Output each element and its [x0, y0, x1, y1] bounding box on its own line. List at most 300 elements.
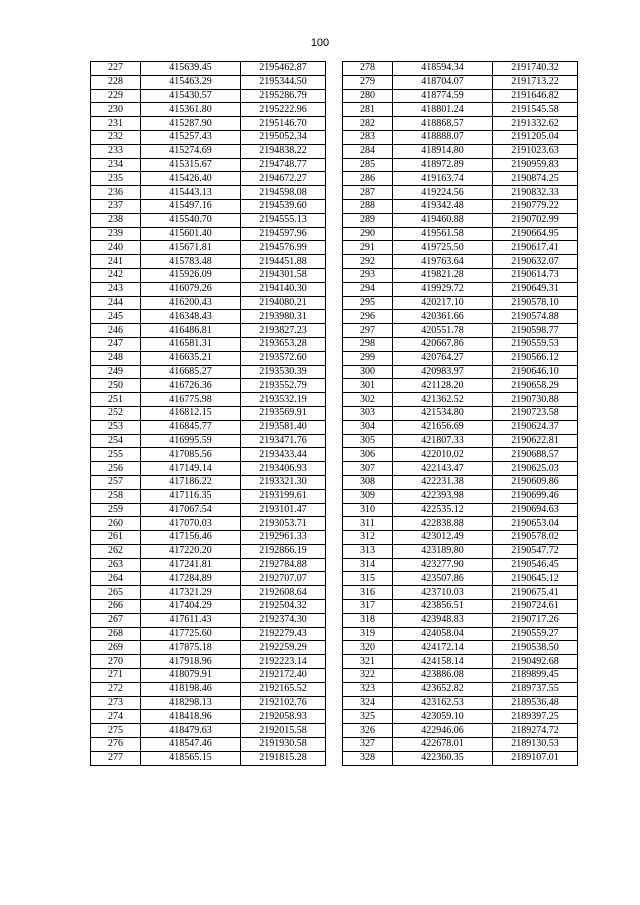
- y-coordinate: 2192504.32: [241, 600, 326, 614]
- y-coordinate: 2194576.99: [241, 241, 326, 255]
- x-coordinate: 415671.81: [141, 241, 241, 255]
- x-coordinate: 417875.18: [141, 641, 241, 655]
- y-coordinate: 2193471.76: [241, 434, 326, 448]
- point-number: 254: [91, 434, 141, 448]
- x-coordinate: 416685.27: [141, 365, 241, 379]
- y-coordinate: 2193653.28: [241, 337, 326, 351]
- table-row: [91, 365, 326, 379]
- table-row: [343, 710, 578, 724]
- y-coordinate: 2190547.72: [493, 544, 578, 558]
- table-row: [343, 503, 578, 517]
- y-coordinate: 2195462.87: [241, 62, 326, 76]
- point-number: 310: [343, 503, 393, 517]
- point-number: 308: [343, 475, 393, 489]
- y-coordinate: 2195344.50: [241, 75, 326, 89]
- point-number: 235: [91, 172, 141, 186]
- table-row: [91, 655, 326, 669]
- table-row: [343, 158, 578, 172]
- x-coordinate: 417067.54: [141, 503, 241, 517]
- point-number: 252: [91, 406, 141, 420]
- point-number: 236: [91, 186, 141, 200]
- table-row: [343, 489, 578, 503]
- point-number: 283: [343, 130, 393, 144]
- x-coordinate: 419561.58: [393, 227, 493, 241]
- table-row: [91, 448, 326, 462]
- table-row: [343, 751, 578, 765]
- table-row: [91, 627, 326, 641]
- table-row: [91, 738, 326, 752]
- x-coordinate: 415426.40: [141, 172, 241, 186]
- y-coordinate: 2195052.34: [241, 130, 326, 144]
- y-coordinate: 2193552.79: [241, 379, 326, 393]
- table-row: [91, 503, 326, 517]
- x-coordinate: 421807.33: [393, 434, 493, 448]
- point-number: 309: [343, 489, 393, 503]
- table-row: [91, 696, 326, 710]
- y-coordinate: 2192015.58: [241, 724, 326, 738]
- x-coordinate: 415783.48: [141, 255, 241, 269]
- table-row: [343, 517, 578, 531]
- point-number: 327: [343, 738, 393, 752]
- table-row: [343, 296, 578, 310]
- x-coordinate: 424172.14: [393, 641, 493, 655]
- x-coordinate: 417070.03: [141, 517, 241, 531]
- table-row: [343, 393, 578, 407]
- y-coordinate: 2190694.63: [493, 503, 578, 517]
- table-row: [343, 241, 578, 255]
- table-row: [91, 351, 326, 365]
- table-row: [343, 130, 578, 144]
- point-number: 301: [343, 379, 393, 393]
- point-number: 260: [91, 517, 141, 531]
- x-coordinate: 423012.49: [393, 531, 493, 545]
- y-coordinate: 2193053.71: [241, 517, 326, 531]
- point-number: 247: [91, 337, 141, 351]
- x-coordinate: 417220.20: [141, 544, 241, 558]
- point-number: 230: [91, 103, 141, 117]
- y-coordinate: 2190624.37: [493, 420, 578, 434]
- x-coordinate: 424058.04: [393, 627, 493, 641]
- table-row: [343, 365, 578, 379]
- point-number: 237: [91, 199, 141, 213]
- point-number: 323: [343, 682, 393, 696]
- y-coordinate: 2193433.44: [241, 448, 326, 462]
- y-coordinate: 2190546.45: [493, 558, 578, 572]
- table-row: [91, 393, 326, 407]
- table-row: [91, 475, 326, 489]
- table-row: [343, 682, 578, 696]
- y-coordinate: 2190702.99: [493, 213, 578, 227]
- table-row: [343, 531, 578, 545]
- point-number: 242: [91, 268, 141, 282]
- y-coordinate: 2190538.50: [493, 641, 578, 655]
- point-number: 287: [343, 186, 393, 200]
- y-coordinate: 2194838.22: [241, 144, 326, 158]
- point-number: 321: [343, 655, 393, 669]
- point-number: 294: [343, 282, 393, 296]
- table-row: [343, 600, 578, 614]
- y-coordinate: 2190664.95: [493, 227, 578, 241]
- table-row: [343, 89, 578, 103]
- x-coordinate: 424158.14: [393, 655, 493, 669]
- y-coordinate: 2193101.47: [241, 503, 326, 517]
- y-coordinate: 2190559.27: [493, 627, 578, 641]
- y-coordinate: 2189130.53: [493, 738, 578, 752]
- table-row: [343, 62, 578, 76]
- point-number: 238: [91, 213, 141, 227]
- x-coordinate: 420217.10: [393, 296, 493, 310]
- x-coordinate: 417725.60: [141, 627, 241, 641]
- x-coordinate: 423162.53: [393, 696, 493, 710]
- y-coordinate: 2190675.41: [493, 586, 578, 600]
- x-coordinate: 417116.35: [141, 489, 241, 503]
- point-number: 240: [91, 241, 141, 255]
- table-row: [343, 627, 578, 641]
- point-number: 325: [343, 710, 393, 724]
- point-number: 250: [91, 379, 141, 393]
- y-coordinate: 2194451.88: [241, 255, 326, 269]
- point-number: 299: [343, 351, 393, 365]
- point-number: 277: [91, 751, 141, 765]
- point-number: 227: [91, 62, 141, 76]
- table-row: [91, 669, 326, 683]
- y-coordinate: 2195222.96: [241, 103, 326, 117]
- point-number: 239: [91, 227, 141, 241]
- point-number: 312: [343, 531, 393, 545]
- x-coordinate: 423059.10: [393, 710, 493, 724]
- x-coordinate: 418914.80: [393, 144, 493, 158]
- y-coordinate: 2190609.86: [493, 475, 578, 489]
- point-number: 282: [343, 117, 393, 131]
- y-coordinate: 2190874.25: [493, 172, 578, 186]
- y-coordinate: 2192165.52: [241, 682, 326, 696]
- y-coordinate: 2192223.14: [241, 655, 326, 669]
- point-number: 286: [343, 172, 393, 186]
- y-coordinate: 2195286.79: [241, 89, 326, 103]
- x-coordinate: 421128.20: [393, 379, 493, 393]
- x-coordinate: 419460.88: [393, 213, 493, 227]
- x-coordinate: 420361.66: [393, 310, 493, 324]
- y-coordinate: 2190614.73: [493, 268, 578, 282]
- point-number: 271: [91, 669, 141, 683]
- y-coordinate: 2193321.30: [241, 475, 326, 489]
- x-coordinate: 422010.02: [393, 448, 493, 462]
- point-number: 288: [343, 199, 393, 213]
- x-coordinate: 418774.59: [393, 89, 493, 103]
- x-coordinate: 419821.28: [393, 268, 493, 282]
- y-coordinate: 2193827.23: [241, 324, 326, 338]
- x-coordinate: 419342.48: [393, 199, 493, 213]
- point-number: 302: [343, 393, 393, 407]
- y-coordinate: 2194672.27: [241, 172, 326, 186]
- point-number: 290: [343, 227, 393, 241]
- point-number: 284: [343, 144, 393, 158]
- table-row: [91, 531, 326, 545]
- x-coordinate: 421534.80: [393, 406, 493, 420]
- point-number: 297: [343, 324, 393, 338]
- point-number: 267: [91, 613, 141, 627]
- point-number: 316: [343, 586, 393, 600]
- table-row: [343, 655, 578, 669]
- point-number: 264: [91, 572, 141, 586]
- y-coordinate: 2190959.83: [493, 158, 578, 172]
- table-row: [91, 517, 326, 531]
- y-coordinate: 2192784.88: [241, 558, 326, 572]
- table-row: [91, 296, 326, 310]
- table-row: [91, 117, 326, 131]
- table-row: [91, 130, 326, 144]
- point-number: 293: [343, 268, 393, 282]
- x-coordinate: 418198.46: [141, 682, 241, 696]
- table-row: [343, 641, 578, 655]
- table-row: [91, 751, 326, 765]
- table-row: [91, 613, 326, 627]
- y-coordinate: 2192279.43: [241, 627, 326, 641]
- point-number: 245: [91, 310, 141, 324]
- x-coordinate: 423277.90: [393, 558, 493, 572]
- point-number: 285: [343, 158, 393, 172]
- y-coordinate: 2194080.21: [241, 296, 326, 310]
- table-row: [343, 669, 578, 683]
- x-coordinate: 420551.78: [393, 324, 493, 338]
- table-row: [91, 199, 326, 213]
- y-coordinate: 2194301.58: [241, 268, 326, 282]
- x-coordinate: 417156.46: [141, 531, 241, 545]
- point-number: 291: [343, 241, 393, 255]
- table-row: [343, 544, 578, 558]
- point-number: 272: [91, 682, 141, 696]
- point-number: 279: [343, 75, 393, 89]
- x-coordinate: 419163.74: [393, 172, 493, 186]
- table-row: [91, 158, 326, 172]
- x-coordinate: 417186.22: [141, 475, 241, 489]
- table-row: [91, 324, 326, 338]
- table-row: [343, 144, 578, 158]
- point-number: 322: [343, 669, 393, 683]
- x-coordinate: 415443.13: [141, 186, 241, 200]
- table-row: [343, 724, 578, 738]
- point-number: 253: [91, 420, 141, 434]
- table-row: [343, 351, 578, 365]
- y-coordinate: 2192102.76: [241, 696, 326, 710]
- point-number: 258: [91, 489, 141, 503]
- table-row: [91, 144, 326, 158]
- table-row: [343, 186, 578, 200]
- table-row: [91, 337, 326, 351]
- x-coordinate: 415639.45: [141, 62, 241, 76]
- point-number: 265: [91, 586, 141, 600]
- point-number: 311: [343, 517, 393, 531]
- x-coordinate: 418801.24: [393, 103, 493, 117]
- table-row: [91, 572, 326, 586]
- y-coordinate: 2190645.12: [493, 572, 578, 586]
- y-coordinate: 2192961.33: [241, 531, 326, 545]
- point-number: 289: [343, 213, 393, 227]
- x-coordinate: 415430.57: [141, 89, 241, 103]
- table-row: [91, 227, 326, 241]
- x-coordinate: 422143.47: [393, 462, 493, 476]
- table-row: [343, 572, 578, 586]
- y-coordinate: 2193572.60: [241, 351, 326, 365]
- y-coordinate: 2194539.60: [241, 199, 326, 213]
- x-coordinate: 415274.69: [141, 144, 241, 158]
- y-coordinate: 2189274.72: [493, 724, 578, 738]
- point-number: 304: [343, 420, 393, 434]
- table-row: [91, 213, 326, 227]
- point-number: 317: [343, 600, 393, 614]
- x-coordinate: 417085.56: [141, 448, 241, 462]
- table-row: [91, 682, 326, 696]
- x-coordinate: 417611.43: [141, 613, 241, 627]
- x-coordinate: 423948.83: [393, 613, 493, 627]
- y-coordinate: 2190730.88: [493, 393, 578, 407]
- point-number: 300: [343, 365, 393, 379]
- table-row: [343, 172, 578, 186]
- y-coordinate: 2190832.33: [493, 186, 578, 200]
- x-coordinate: 421362.52: [393, 393, 493, 407]
- y-coordinate: 2191545.58: [493, 103, 578, 117]
- table-row: [91, 558, 326, 572]
- point-number: 255: [91, 448, 141, 462]
- point-number: 233: [91, 144, 141, 158]
- x-coordinate: 415463.29: [141, 75, 241, 89]
- y-coordinate: 2193199.61: [241, 489, 326, 503]
- y-coordinate: 2191646.82: [493, 89, 578, 103]
- x-coordinate: 417284.89: [141, 572, 241, 586]
- x-coordinate: 418972.89: [393, 158, 493, 172]
- x-coordinate: 418704.07: [393, 75, 493, 89]
- x-coordinate: 419224.56: [393, 186, 493, 200]
- table-row: [343, 337, 578, 351]
- point-number: 314: [343, 558, 393, 572]
- x-coordinate: 415601.40: [141, 227, 241, 241]
- x-coordinate: 417918.96: [141, 655, 241, 669]
- x-coordinate: 419929.72: [393, 282, 493, 296]
- point-number: 263: [91, 558, 141, 572]
- x-coordinate: 423507.86: [393, 572, 493, 586]
- x-coordinate: 420983.97: [393, 365, 493, 379]
- point-number: 326: [343, 724, 393, 738]
- y-coordinate: 2190658.29: [493, 379, 578, 393]
- x-coordinate: 416200.43: [141, 296, 241, 310]
- x-coordinate: 418418.96: [141, 710, 241, 724]
- table-row: [91, 268, 326, 282]
- table-row: [91, 434, 326, 448]
- point-number: 281: [343, 103, 393, 117]
- table-row: [343, 213, 578, 227]
- y-coordinate: 2190724.61: [493, 600, 578, 614]
- table-row: [343, 420, 578, 434]
- table-row: [91, 75, 326, 89]
- x-coordinate: 416581.31: [141, 337, 241, 351]
- y-coordinate: 2191740.32: [493, 62, 578, 76]
- x-coordinate: 423652.82: [393, 682, 493, 696]
- table-row: [343, 448, 578, 462]
- table-row: [91, 586, 326, 600]
- table-row: [343, 738, 578, 752]
- point-number: 251: [91, 393, 141, 407]
- y-coordinate: 2193406.93: [241, 462, 326, 476]
- x-coordinate: 416726.36: [141, 379, 241, 393]
- point-number: 231: [91, 117, 141, 131]
- coordinate-table-left: [90, 61, 326, 766]
- x-coordinate: 416486.81: [141, 324, 241, 338]
- x-coordinate: 417404.29: [141, 600, 241, 614]
- y-coordinate: 2190699.46: [493, 489, 578, 503]
- y-coordinate: 2193980.31: [241, 310, 326, 324]
- point-number: 315: [343, 572, 393, 586]
- table-row: [343, 117, 578, 131]
- y-coordinate: 2194140.30: [241, 282, 326, 296]
- table-row: [91, 710, 326, 724]
- point-number: 318: [343, 613, 393, 627]
- table-row: [343, 324, 578, 338]
- y-coordinate: 2192259.29: [241, 641, 326, 655]
- point-number: 276: [91, 738, 141, 752]
- x-coordinate: 418079.91: [141, 669, 241, 683]
- table-row: [343, 282, 578, 296]
- table-row: [343, 103, 578, 117]
- point-number: 246: [91, 324, 141, 338]
- table-row: [91, 420, 326, 434]
- y-coordinate: 2191332.62: [493, 117, 578, 131]
- x-coordinate: 416812.15: [141, 406, 241, 420]
- x-coordinate: 417321.29: [141, 586, 241, 600]
- table-row: [343, 310, 578, 324]
- table-row: [343, 268, 578, 282]
- x-coordinate: 416995.59: [141, 434, 241, 448]
- table-row: [91, 172, 326, 186]
- y-coordinate: 2190622.81: [493, 434, 578, 448]
- y-coordinate: 2193530.39: [241, 365, 326, 379]
- table-row: [343, 199, 578, 213]
- table-row: [91, 600, 326, 614]
- x-coordinate: 417149.14: [141, 462, 241, 476]
- table-row: [343, 462, 578, 476]
- y-coordinate: 2189536.48: [493, 696, 578, 710]
- x-coordinate: 421656.69: [393, 420, 493, 434]
- point-number: 234: [91, 158, 141, 172]
- y-coordinate: 2192866.19: [241, 544, 326, 558]
- y-coordinate: 2190578.10: [493, 296, 578, 310]
- x-coordinate: 416635.21: [141, 351, 241, 365]
- point-number: 268: [91, 627, 141, 641]
- x-coordinate: 422678.01: [393, 738, 493, 752]
- point-number: 270: [91, 655, 141, 669]
- point-number: 259: [91, 503, 141, 517]
- y-coordinate: 2191815.28: [241, 751, 326, 765]
- y-coordinate: 2189737.55: [493, 682, 578, 696]
- x-coordinate: 415287.90: [141, 117, 241, 131]
- table-row: [91, 255, 326, 269]
- point-number: 307: [343, 462, 393, 476]
- table-row: [343, 227, 578, 241]
- point-number: 269: [91, 641, 141, 655]
- y-coordinate: 2192707.07: [241, 572, 326, 586]
- point-number: 298: [343, 337, 393, 351]
- point-number: 229: [91, 89, 141, 103]
- x-coordinate: 420667.86: [393, 337, 493, 351]
- coordinate-table-right: [342, 61, 578, 766]
- y-coordinate: 2192374.30: [241, 613, 326, 627]
- point-number: 243: [91, 282, 141, 296]
- table-row: [91, 544, 326, 558]
- table-row: [343, 434, 578, 448]
- table-row: [91, 241, 326, 255]
- table-row: [91, 379, 326, 393]
- y-coordinate: 2190653.04: [493, 517, 578, 531]
- x-coordinate: 422535.12: [393, 503, 493, 517]
